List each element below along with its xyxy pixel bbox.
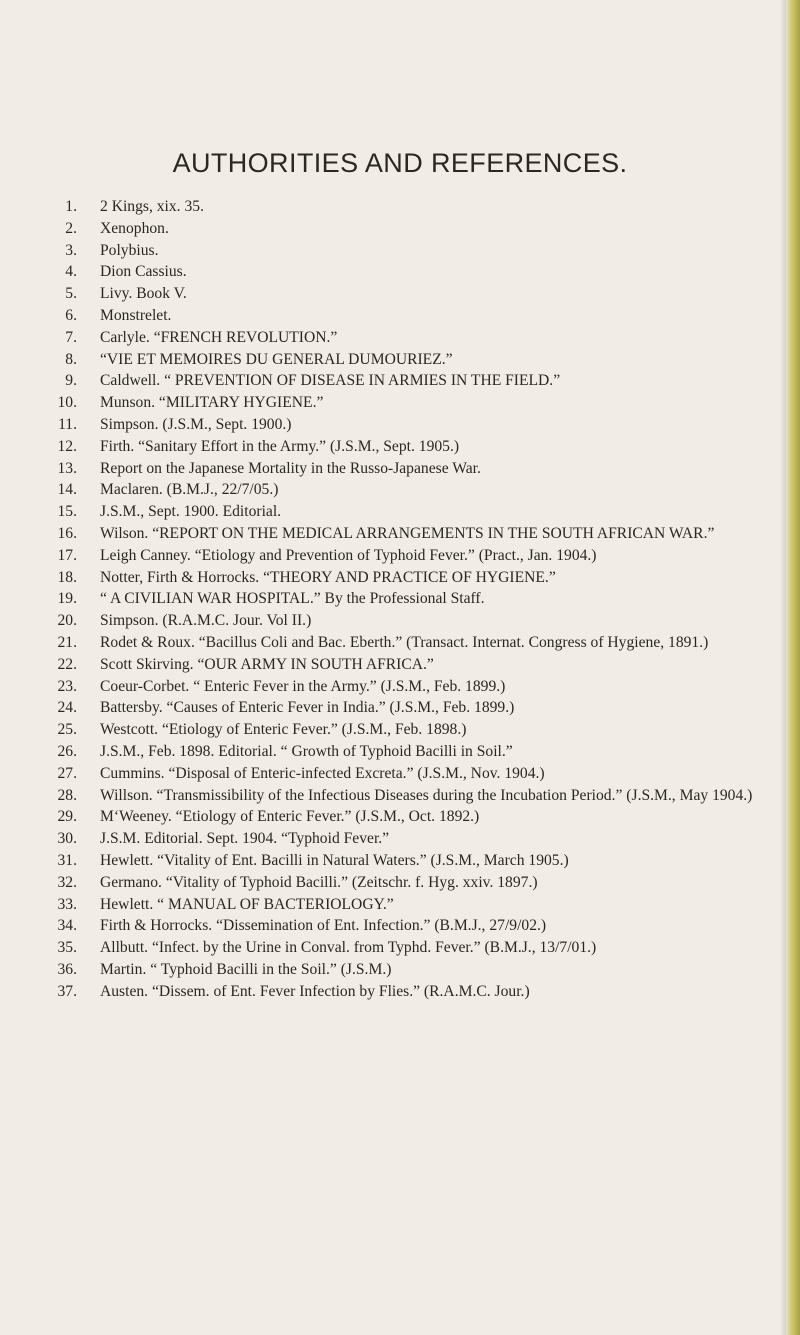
reference-text: “VIE ET MEMOIRES DU GENERAL DUMOURIEZ.” [100,350,453,368]
reference-text: Firth. “Sanitary Effort in the Army.” (J.S.M., Sept. 1905.) [100,437,460,455]
reference-text: Munson. “MILITARY HYGIENE.” [100,394,324,412]
reference-text: Martin. “ Typhoid Bacilli in the Soil.” (J.S.M.) [100,960,392,978]
reference-item [0,479,760,501]
reference-number: 30. [57,830,77,848]
reference-number: 16. [57,524,77,542]
reference-item [0,436,760,458]
reference-item [0,567,760,589]
reference-number: 37. [57,982,77,1000]
reference-item [0,327,760,349]
reference-text: Germano. “Vitality of Typhoid Bacilli.” (Zeitschr. f. Hyg. xxiv. 1897.) [100,873,538,891]
reference-item [0,240,760,262]
reference-item [0,610,760,632]
reference-item [0,872,760,894]
reference-number: 3. [65,241,77,259]
reference-text: Coeur-Corbet. “ Enteric Fever in the Army.” (J.S.M., Feb. 1899.) [100,677,506,695]
reference-number: 28. [57,786,77,804]
reference-number: 6. [65,306,77,324]
reference-text: Monstrelet. [100,306,172,324]
reference-item [0,196,760,218]
reference-item [0,501,760,523]
reference-text: Notter, Firth & Horrocks. “THEORY AND PRACTICE OF HYGIENE.” [100,568,556,586]
reference-item [0,370,760,392]
reference-item [0,283,760,305]
reference-number: 21. [57,633,77,651]
reference-number: 14. [57,481,77,499]
reference-number: 35. [57,939,77,957]
reference-text: M‘Weeney. “Etiology of Enteric Fever.” (J.S.M., Oct. 1892.) [100,808,480,826]
reference-text: Caldwell. “ PREVENTION OF DISEASE IN ARMIES IN THE FIELD.” [100,372,561,390]
reference-text: Carlyle. “FRENCH REVOLUTION.” [100,328,338,346]
reference-number: 19. [57,590,77,608]
reference-number: 13. [57,459,77,477]
reference-text: Wilson. “REPORT ON THE MEDICAL ARRANGEMENTS IN THE SOUTH AFRICAN WAR.” [100,524,715,542]
reference-text: Simpson. (R.A.M.C. Jour. Vol II.) [100,612,312,630]
reference-item [0,523,760,545]
reference-item [0,741,760,763]
reference-number: 5. [65,285,77,303]
reference-text: Austen. “Dissem. of Ent. Fever Infection by Flies.” (R.A.M.C. Jour.) [100,982,530,1000]
reference-text: Scott Skirving. “OUR ARMY IN SOUTH AFRICA.” [100,655,434,673]
reference-number: 33. [57,895,77,913]
reference-text: Xenophon. [100,219,169,237]
reference-number: 17. [57,546,77,564]
page-title: AUTHORITIES AND REFERENCES. [172,148,628,178]
reference-item [0,588,760,610]
reference-text: Simpson. (J.S.M., Sept. 1900.) [100,415,292,433]
reference-number: 10. [57,394,77,412]
reference-text: Report on the Japanese Mortality in the Russo-Japanese War. [100,459,481,477]
reference-item [0,392,760,414]
reference-number: 31. [57,851,77,869]
reference-item [0,850,760,872]
reference-item [0,654,760,676]
reference-list [0,196,800,1002]
reference-item [0,458,760,480]
reference-item [0,894,760,916]
reference-text: Willson. “Transmissibility of the Infectious Diseases during the Incubation Period.” (J.S.M., May 1904.) [100,786,753,804]
reference-item [0,632,760,654]
reference-number: 1. [65,198,77,215]
reference-text: Polybius. [100,241,159,259]
reference-item [0,676,760,698]
reference-text: J.S.M., Feb. 1898. Editorial. “ Growth of Typhoid Bacilli in Soil.” [100,742,513,760]
reference-number: 32. [57,873,77,891]
reference-number: 24. [57,699,77,717]
reference-text: Rodet & Roux. “Bacillus Coli and Bac. Eberth.” (Transact. Internat. Congress of Hygiene, 1891.) [100,633,709,651]
reference-number: 23. [57,677,77,695]
reference-text: Battersby. “Causes of Enteric Fever in India.” (J.S.M., Feb. 1899.) [100,699,515,717]
reference-item [0,763,760,785]
reference-number: 29. [57,808,77,826]
reference-number: 26. [57,742,77,760]
reference-item [0,828,760,850]
reference-item [0,981,760,1003]
reference-text: Cummins. “Disposal of Enteric-infected Excreta.” (J.S.M., Nov. 1904.) [100,764,545,782]
reference-number: 7. [65,328,77,346]
reference-item [0,785,760,807]
reference-text: Livy. Book V. [100,285,187,303]
reference-item [0,959,760,981]
reference-text: Maclaren. (B.M.J., 22/7/05.) [100,481,279,499]
reference-text: 2 Kings, xix. 35. [100,198,204,215]
reference-number: 20. [57,612,77,630]
reference-item [0,915,760,937]
reference-item [0,349,760,371]
reference-text: Allbutt. “Infect. by the Urine in Conval. from Typhd. Fever.” (B.M.J., 13/7/01.) [100,939,597,957]
reference-text: Firth & Horrocks. “Dissemination of Ent. Infection.” (B.M.J., 27/9/02.) [100,917,547,935]
reference-number: 34. [57,917,77,935]
reference-item [0,261,760,283]
reference-number: 25. [57,721,77,739]
reference-text: “ A CIVILIAN WAR HOSPITAL.” By the Professional Staff. [100,590,485,608]
reference-number: 8. [65,350,77,368]
reference-item [0,545,760,567]
reference-text: Dion Cassius. [100,263,187,281]
reference-number: 22. [57,655,77,673]
reference-number: 2. [65,219,77,237]
reference-text: Hewlett. “Vitality of Ent. Bacilli in Natural Waters.” (J.S.M., March 1905.) [100,851,569,869]
reference-number: 27. [57,764,77,782]
reference-item [0,414,760,436]
reference-text: Leigh Canney. “Etiology and Prevention of Typhoid Fever.” (Pract., Jan. 1904.) [100,546,597,564]
reference-text: Hewlett. “ MANUAL OF BACTERIOLOGY.” [100,895,394,913]
reference-item [0,719,760,741]
reference-number: 18. [57,568,77,586]
reference-item [0,218,760,240]
reference-text: J.S.M. Editorial. Sept. 1904. “Typhoid Fever.” [100,830,390,848]
reference-item [0,305,760,327]
reference-number: 12. [57,437,77,455]
reference-number: 15. [57,503,77,521]
reference-number: 11. [58,415,77,433]
reference-item [0,697,760,719]
reference-item [0,806,760,828]
reference-item [0,937,760,959]
reference-text: J.S.M., Sept. 1900. Editorial. [100,503,282,521]
reference-number: 9. [65,372,77,390]
reference-number: 4. [65,263,77,281]
reference-number: 36. [57,960,77,978]
reference-text: Westcott. “Etiology of Enteric Fever.” (J.S.M., Feb. 1898.) [100,721,467,739]
